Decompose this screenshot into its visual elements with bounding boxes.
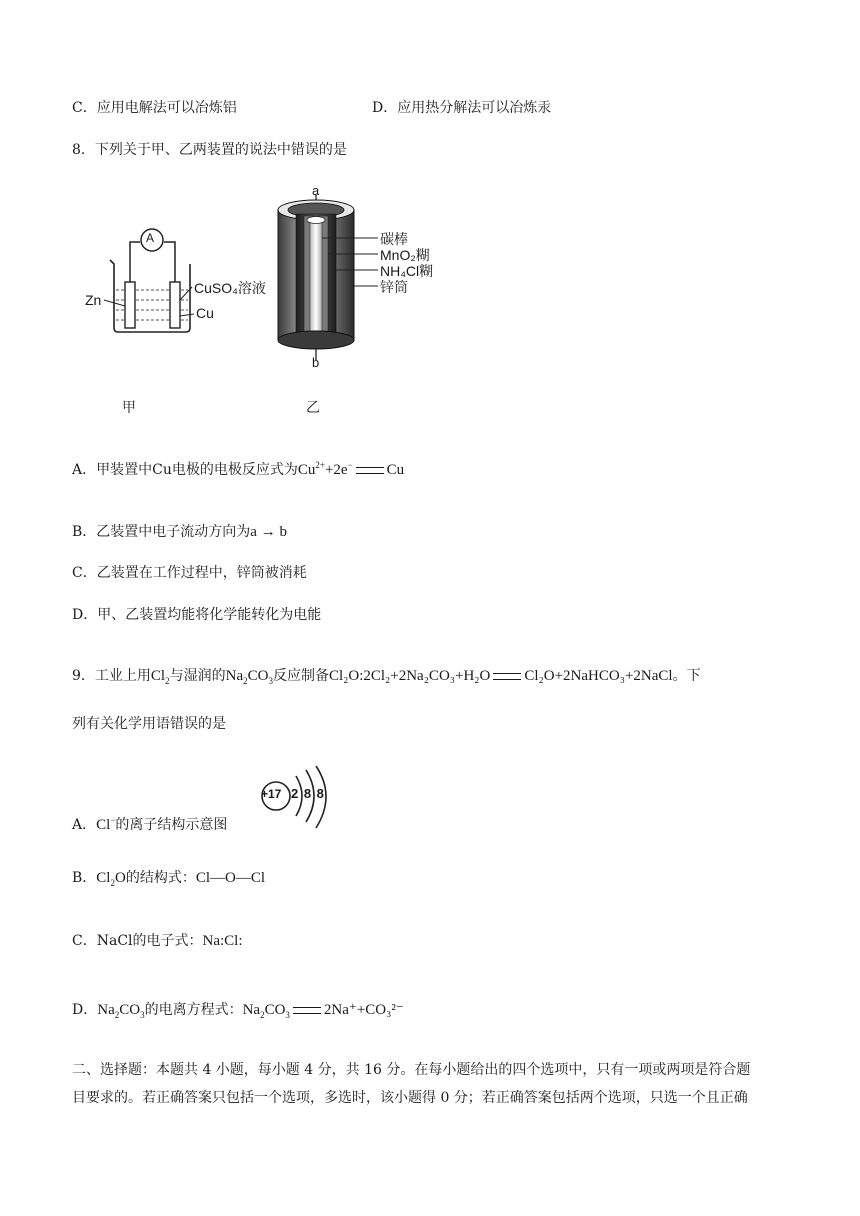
cuso4-label: CuSO₄溶液 — [194, 280, 266, 296]
nh4cl-label: NH₄Cl糊 — [380, 263, 434, 279]
q9-stem-part2: 与湿润的 — [169, 668, 226, 684]
terminal-a-label: a — [312, 183, 320, 198]
q9-stem-line2: 列有关化学用语错误的是 — [72, 716, 226, 732]
q9-na2co3: Na — [225, 668, 244, 684]
q9-ionization-rhs: 2Na⁺+CO₃²⁻ — [323, 1002, 404, 1018]
q9-option-b-prefix: B． — [72, 870, 97, 886]
q9-option-a-text: 的离子结构示意图 — [115, 817, 228, 833]
q9-electron-formula: Na:Cl: — [202, 933, 243, 949]
q8-option-a-prefix: A．甲装置中Cu电极的电极反应式为 — [72, 462, 298, 478]
carbon-rod-label: 碳棒 — [380, 231, 408, 247]
q9-stem-part1: 9．工业上用 — [72, 668, 151, 684]
q9-equation-rhs: Cl₂O+2NaHCO₃+2NaCl — [524, 668, 673, 684]
q8-a-rhs: Cu — [386, 462, 405, 478]
q8-a-charge: 2+ — [315, 460, 325, 470]
q8-b-direction: a → b — [250, 524, 287, 540]
ammeter-label: A — [146, 231, 155, 245]
q9-option-c-prefix: C． — [72, 933, 97, 949]
q9-cl-ion: Cl — [96, 817, 111, 833]
q9-structural-formula: Cl—O—Cl — [195, 870, 266, 886]
q9-option-d-prefix: D． — [72, 1002, 98, 1018]
zn-label: Zn — [85, 292, 102, 308]
q7-option-d: D．应用热分解法可以冶炼汞 — [372, 100, 552, 116]
q9-stem-part4: 。下 — [672, 668, 701, 684]
q9-option-d: D．$Na_2CO_3$的电离方程式：$Na_2CO_3$ 2Na⁺+CO₃²⁻ — [72, 1002, 404, 1020]
q9-option-a: A．Cl−的离子结构示意图 — [72, 815, 228, 833]
q8-a-electron-charge: − — [347, 460, 353, 470]
q8-option-b-prefix: B．乙装置中电子流动方向为 — [72, 524, 251, 540]
section2-line2: 目要求的。若正确答案只包括一个选项，多选时，该小题得 0 分；若正确答案包括两个选项，只选一个且正确 — [72, 1090, 748, 1106]
q8-a-lhs: Cu — [297, 462, 316, 478]
section2-line1: 二、选择题：本题共 4 小题，每小题 4 分，共 16 分。在每小题给出的四个选项中，只有一项或两项是符合题 — [72, 1062, 751, 1078]
q8-option-a — [72, 460, 404, 480]
q8-option-d: D．甲、乙装置均能将化学能转化为电能 — [72, 607, 322, 623]
q9-option-d-text: 的电离方程式： — [144, 1002, 243, 1018]
q8-option-c: C．乙装置在工作过程中，锌筒被消耗 — [72, 565, 307, 581]
equals-double-line — [356, 467, 384, 474]
q8-option-b — [72, 522, 287, 542]
nucleus-label: +17 — [261, 787, 282, 801]
terminal-b-label: b — [312, 355, 320, 370]
q9-cl2: Cl — [150, 668, 166, 684]
equals-double-line — [493, 673, 521, 680]
q9-stem-line1: 9．工业上用$Cl_2$与湿润的$Na_2CO_3$反应制备Cl₂O:2Cl₂+2Na₂CO₃+H₂O Cl₂O+2NaHCO₃+2NaCl。下 — [72, 668, 701, 686]
q9-option-c — [72, 931, 243, 951]
cu-label: Cu — [196, 305, 214, 321]
q9-option-b: B．$Cl_2O$的结构式：Cl—O—Cl — [72, 870, 266, 888]
shells-label: 2 8 8 — [291, 786, 325, 801]
figure-jia-caption: 甲 — [122, 400, 136, 416]
figure-yi-caption: 乙 — [306, 400, 320, 416]
q9-option-b-text: 的结构式： — [125, 870, 196, 886]
q9-option-c-text: NaCl的电子式： — [96, 933, 203, 949]
q9-stem-part3: 反应制备 — [272, 668, 329, 684]
q9-equation-lhs: Cl₂O:2Cl₂+2Na₂CO₃+H₂O — [328, 668, 491, 684]
q9-option-a-prefix: A． — [72, 817, 97, 833]
q7-option-c: C．应用电解法可以冶炼铝 — [72, 100, 237, 116]
q8-stem: 8．下列关于甲、乙两装置的说法中错误的是 — [72, 142, 347, 158]
figure-yi-dry-cell — [270, 180, 380, 365]
q8-a-electron: +2e — [324, 462, 348, 478]
mno2-label: MnO₂糊 — [380, 247, 430, 263]
zinc-can-label: 锌筒 — [380, 279, 408, 295]
equals-double-line — [293, 1007, 321, 1014]
